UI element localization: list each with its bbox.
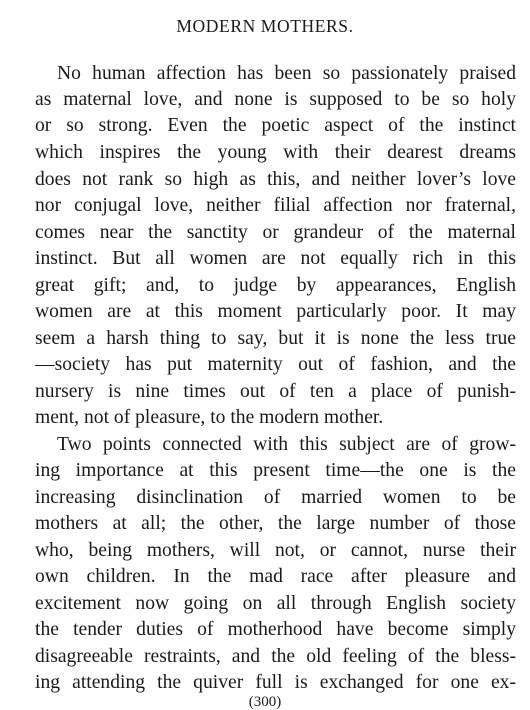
text-line: great gift; and, to judge by appearances, English [35, 275, 516, 296]
chapter-title: MODERN MOTHERS. [176, 16, 354, 36]
text-line: comes near the sanctity or grandeur of the maternal [35, 222, 516, 243]
text-line: ment, not of pleasure, to the modern mother. [35, 407, 384, 428]
text-line: own children. In the mad race after pleasure and [35, 566, 516, 587]
text-line: instinct. But all women are not equally rich in this [35, 248, 516, 269]
text-line: the tender duties of motherhood have become simply [35, 619, 516, 640]
text-line: seem a harsh thing to say, but it is none the less true [35, 328, 516, 349]
text-line: does not rank so high as this, and neither lover’s love [35, 169, 516, 190]
text-line: or so strong. Even the poetic aspect of the instinct [35, 115, 516, 136]
text-line: increasing disinclination of married women to be [35, 487, 516, 508]
text-line: —society has put maternity out of fashion, and the [35, 354, 516, 375]
text-line: ing importance at this present time—the one is the [35, 460, 516, 481]
text-line: as maternal love, and none is supposed to be so holy [35, 89, 516, 110]
text-line: mothers at all; the other, the large number of those [35, 513, 516, 534]
text-line: disagreeable restraints, and the old feeling of the bless- [35, 646, 516, 667]
page-number: (300) [248, 694, 282, 710]
text-line: No human affection has been so passionately praised [57, 63, 516, 84]
text-line: who, being mothers, will not, or cannot, nurse their [35, 540, 516, 561]
text-line: Two points connected with this subject are of grow- [57, 434, 516, 455]
text-line: ing attending the quiver full is exchanged for one ex- [35, 672, 516, 693]
text-line: nor conjugal love, neither filial affection nor fraternal, [35, 195, 516, 216]
text-line: which inspires the young with their dearest dreams [35, 142, 516, 163]
text-line: women are at this moment particularly poor. It may [35, 301, 516, 322]
text-line: nursery is nine times out of ten a place of punish- [35, 381, 516, 402]
text-line: excitement now going on all through English society [35, 593, 516, 614]
